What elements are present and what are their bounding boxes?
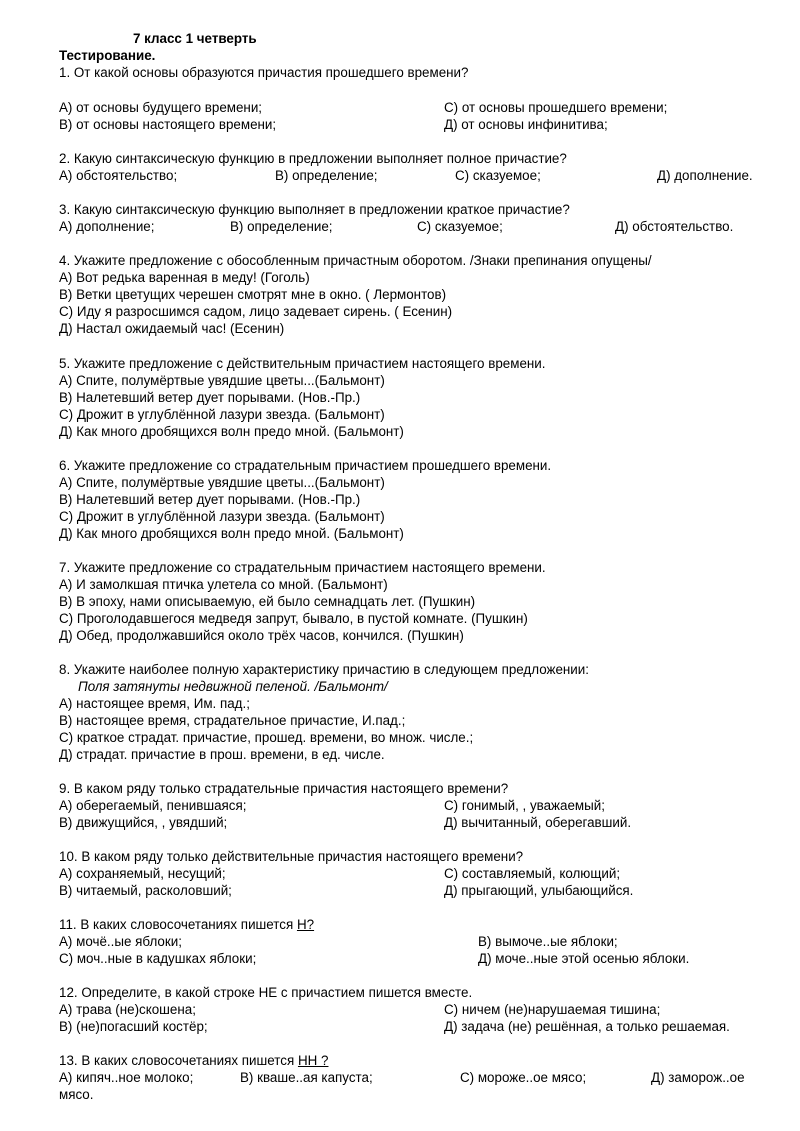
q10-option-d: Д) прыгающий, улыбающийся. bbox=[444, 883, 634, 898]
document-title: 7 класс 1 четверть bbox=[133, 31, 257, 46]
q8-quote: Поля затянуты недвижной пеленой. /Бальмонт/ bbox=[78, 679, 388, 694]
question-2: 2. Какую синтаксическую функцию в предложении выполняет полное причастие? bbox=[59, 151, 567, 166]
q2-option-c: С) сказуемое; bbox=[455, 168, 541, 183]
q3-option-a: А) дополнение; bbox=[59, 219, 155, 234]
q4-option-d: Д) Настал ожидаемый час! (Есенин) bbox=[59, 321, 285, 336]
q6-option-a: А) Спите, полумёртвые увядшие цветы...(Бальмонт) bbox=[59, 475, 385, 490]
q11-option-d: Д) моче..ные этой осенью яблоки. bbox=[478, 951, 690, 966]
q12-option-b: В) (не)погасший костёр; bbox=[59, 1019, 208, 1034]
question-5: 5. Укажите предложение с действительным причастием настоящего времени. bbox=[59, 356, 546, 371]
q13-option-d: Д) заморож..ое bbox=[651, 1070, 745, 1085]
q11-option-a: А) мочё..ые яблоки; bbox=[59, 934, 182, 949]
document-subtitle: Тестирование. bbox=[59, 48, 156, 63]
q6-option-c: С) Дрожит в углублённой лазури звезда. (Бальмонт) bbox=[59, 509, 385, 524]
q4-option-b: В) Ветки цветущих черешен смотрят мне в окно. ( Лермонтов) bbox=[59, 287, 447, 302]
q1-option-c: С) от основы прошедшего времени; bbox=[444, 100, 668, 115]
q11-question-text: 11. В каких словосочетаниях пишется bbox=[59, 917, 294, 932]
question-1: 1. От какой основы образуются причастия прошедшего времени? bbox=[59, 65, 469, 80]
q8-option-a: А) настоящее время, Им. пад.; bbox=[59, 696, 250, 711]
question-8: 8. Укажите наиболее полную характеристику причастию в следующем предложении: bbox=[59, 662, 589, 677]
q11-highlight: Н? bbox=[296, 917, 315, 932]
q9-option-d: Д) вычитанный, оберегавший. bbox=[444, 815, 632, 830]
q8-option-d: Д) страдат. причастие в прош. времени, в ед. числе. bbox=[59, 747, 385, 762]
q9-option-c: С) гонимый, , уважаемый; bbox=[444, 798, 605, 813]
question-6: 6. Укажите предложение со страдательным причастием прошедшего времени. bbox=[59, 458, 552, 473]
q11-option-b: В) вымоче..ые яблоки; bbox=[478, 934, 618, 949]
question-9: 9. В каком ряду только страдательные причастия настоящего времени? bbox=[59, 781, 509, 796]
q13-option-d-continuation: мясо. bbox=[59, 1087, 94, 1102]
q8-option-c: С) краткое страдат. причастие, прошед. времени, во множ. числе.; bbox=[59, 730, 474, 745]
q8-option-b: В) настоящее время, страдательное причастие, И.пад.; bbox=[59, 713, 406, 728]
q10-option-b: В) читаемый, расколовший; bbox=[59, 883, 232, 898]
q6-option-b: В) Налетевший ветер дует порывами. (Нов.-Пр.) bbox=[59, 492, 361, 507]
q7-option-a: А) И замолкшая птичка улетела со мной. (Бальмонт) bbox=[59, 577, 388, 592]
question-11 bbox=[59, 916, 314, 933]
q13-option-c: С) мороже..ое мясо; bbox=[460, 1070, 587, 1085]
q2-option-d: Д) дополнение. bbox=[657, 168, 753, 183]
q6-option-d: Д) Как много дробящихся волн предо мной. (Бальмонт) bbox=[59, 526, 404, 541]
q5-option-d: Д) Как много дробящихся волн предо мной. (Бальмонт) bbox=[59, 424, 404, 439]
q5-option-b: В) Налетевший ветер дует порывами. (Нов.-Пр.) bbox=[59, 390, 361, 405]
q1-option-d: Д) от основы инфинитива; bbox=[444, 117, 608, 132]
q10-option-c: С) составляемый, колющий; bbox=[444, 866, 621, 881]
q7-option-d: Д) Обед, продолжавшийся около трёх часов, кончился. (Пушкин) bbox=[59, 628, 464, 643]
q13-highlight: НН ? bbox=[297, 1053, 329, 1068]
q7-option-c: С) Проголодавшегося медведя запрут, бывало, в пустой комнате. (Пушкин) bbox=[59, 611, 528, 626]
q5-option-a: А) Спите, полумёртвые увядшие цветы...(Бальмонт) bbox=[59, 373, 385, 388]
q9-option-a: А) оберегаемый, пенившаяся; bbox=[59, 798, 247, 813]
q1-option-b: В) от основы настоящего времени; bbox=[59, 117, 277, 132]
q2-option-b: В) определение; bbox=[275, 168, 378, 183]
q1-option-a: А) от основы будущего времени; bbox=[59, 100, 263, 115]
q7-option-b: В) В эпоху, нами описываемую, ей было семнадцать лет. (Пушкин) bbox=[59, 594, 476, 609]
q4-option-c: С) Иду я разросшимся садом, лицо задевает сирень. ( Есенин) bbox=[59, 304, 453, 319]
question-3: 3. Какую синтаксическую функцию выполняет в предложении краткое причастие? bbox=[59, 202, 570, 217]
question-7: 7. Укажите предложение со страдательным причастием настоящего времени. bbox=[59, 560, 546, 575]
q12-option-a: А) трава (не)скошена; bbox=[59, 1002, 196, 1017]
question-12: 12. Определите, в какой строке НЕ с причастием пишется вместе. bbox=[59, 985, 473, 1000]
q9-option-b: В) движущийся, , увядший; bbox=[59, 815, 228, 830]
q4-option-a: А) Вот редька варенная в меду! (Гоголь) bbox=[59, 270, 310, 285]
q12-option-d: Д) задача (не) решённая, а только решаемая. bbox=[444, 1019, 730, 1034]
q2-option-a: А) обстоятельство; bbox=[59, 168, 178, 183]
question-4: 4. Укажите предложение с обособленным причастным оборотом. /Знаки препинания опущены/ bbox=[59, 253, 652, 268]
q11-option-c: С) моч..ные в кадушках яблоки; bbox=[59, 951, 257, 966]
q13-option-a: А) кипяч..ное молоко; bbox=[59, 1070, 194, 1085]
q12-option-c: С) ничем (не)нарушаемая тишина; bbox=[444, 1002, 661, 1017]
q3-option-c: С) сказуемое; bbox=[417, 219, 503, 234]
question-10: 10. В каком ряду только действительные причастия настоящего времени? bbox=[59, 849, 524, 864]
q3-option-d: Д) обстоятельство. bbox=[615, 219, 734, 234]
q3-option-b: В) определение; bbox=[230, 219, 333, 234]
q5-option-c: С) Дрожит в углублённой лазури звезда. (Бальмонт) bbox=[59, 407, 385, 422]
question-13 bbox=[59, 1052, 328, 1069]
q13-question-text: 13. В каких словосочетаниях пишется bbox=[59, 1053, 295, 1068]
q13-option-b: В) кваше..ая капуста; bbox=[240, 1070, 373, 1085]
q10-option-a: А) сохраняемый, несущий; bbox=[59, 866, 226, 881]
